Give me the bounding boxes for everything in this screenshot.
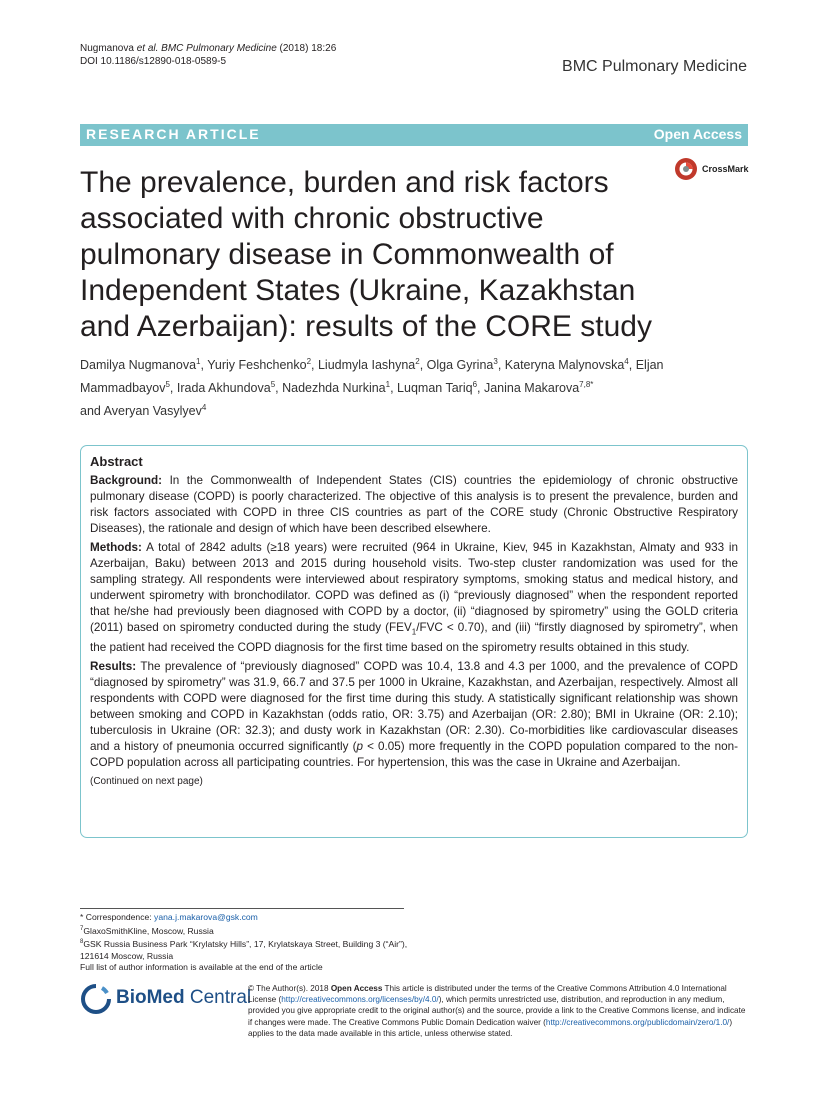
doi[interactable]: DOI 10.1186/s12890-018-0589-5 — [80, 56, 227, 67]
abstract-background: Background: In the Commonwealth of Independent States (CIS) countries the epidemiology of chronic obstructive pulmonary disease (COPD) is poorly characterized. The objective of this analysis is to present the prevalence, burden and risk factors associated with COPD in three CIS countries as part of the CORE study (Chronic Obstructive Respiratory Diseases), the rationale and design of which have been described elsewhere. — [90, 474, 739, 535]
public-domain-link[interactable]: http://creativecommons.org/publicdomain/zero/1.0/ — [545, 1017, 730, 1027]
affiliation-7: $^7$GlaxoSmithKline, Moscow, Russia — [80, 925, 214, 936]
license-link[interactable]: http://creativecommons.org/licenses/by/4.0/ — [281, 995, 439, 1005]
crossmark-icon — [674, 157, 698, 181]
crossmark-label: CrossMark — [702, 164, 749, 174]
citation-line: Nugmanova et al. BMC Pulmonary Medicine (2018) 18:26 — [80, 43, 337, 54]
license-text: © The Author(s). 2018 Open Access This article is distributed under the terms of the Creative Commons Attribution 4.0 International License (http://creativecommons.org/licenses/by/4.0/), which permits unrestricted use, distribution, and reproduction in any medium, provided you give appropriate credit to the original author(s) and the source, provide a link to the Creative Commons license, and indicate if changes were made. The Creative Commons Public Domain Dedication waiver (http://creativecommons.org/publicdomain/zero/1.0/) applies to the data made available in this article, unless otherwise stated. — [248, 984, 746, 1038]
author: Yuriy Feshchenko$^2$ — [207, 357, 312, 373]
author: Kateryna Malynovska$^4$ — [504, 357, 629, 373]
author: Nadezhda Nurkina$^1$ — [282, 380, 391, 396]
journal-name: BMC Pulmonary Medicine — [562, 58, 747, 75]
correspondence-email[interactable]: yana.j.makarova@gsk.com — [154, 912, 258, 922]
biomed-central-logo: BioMed Central — [80, 983, 240, 1019]
abstract-box — [80, 445, 748, 838]
article-type-banner — [80, 124, 748, 146]
affiliation-8: $^8$GSK Russia Business Park “Krylatsky Hills”, 17, Krylatskaya Street, Building 3 (“Air”), 121614 Moscow, Russia — [80, 938, 408, 961]
article-title: The prevalence, burden and risk factors associated with chronic obstructive pulmonary disease in Commonwealth of Independent States (Ukraine, Kazakhstan and Azerbaijan): results of the CORE study — [80, 166, 652, 343]
footnotes — [80, 912, 410, 974]
author-info-note: Full list of author information is available at the end of the article — [80, 962, 323, 973]
author: Janina Makarova$^{7,8*}$ — [483, 380, 594, 396]
continued-note: (Continued on next page) — [90, 776, 203, 788]
biomed-central-icon — [80, 983, 112, 1015]
crossmark-badge[interactable] — [674, 157, 754, 187]
author: Irada Akhundova$^5$ — [176, 380, 276, 396]
article-type: RESEARCH ARTICLE — [86, 126, 261, 142]
author: Averyan Vasylyev$^4$ — [103, 403, 207, 419]
citation-block — [80, 42, 336, 68]
abstract-heading: Abstract — [90, 454, 143, 469]
correspondence: * Correspondence: yana.j.makarova@gsk.com — [80, 912, 258, 922]
abstract-results: Results: The prevalence of “previously diagnosed” COPD was 10.4, 13.8 and 4.3 per 1000, and the prevalence of COPD “diagnosed by spirometry” was 31.9, 66.7 and 37.5 per 1000 in Ukraine, Kazakhstan, and Azerbaijan, respectively. Almost all respondents with COPD were diagnosed for the first time during this study. A statistically significant relationship was shown between smoking and COPD in Kazakhstan (odds ratio, OR: 3.75) and Azerbaijan (OR: 2.80); BMI in Ukraine (OR: 2.10); tuberculosis in Ukraine (OR: 32.3); and dusty work in Kazakhstan (OR: 2.30). Co-morbidities like cardiovascular diseases and a history of pneumonia occurred significantly (p < 0.05) more frequently in the COPD population compared to the non-COPD population across all participating countries. For hypertension, this was the case in Ukraine and Azerbaijan. — [90, 660, 738, 770]
author: Liudmyla Iashyna$^2$ — [317, 357, 420, 373]
open-access-label: Open Access — [653, 126, 742, 142]
author: Damilya Nugmanova$^1$ — [80, 357, 201, 373]
footnote-divider — [80, 908, 404, 909]
author-list: Damilya Nugmanova$^1$, Yuriy Feshchenko$^2$, Liudmyla Iashyna$^2$, Olga Gyrina$^3$, Kateryna Malynovska$^4$, Eljan Mammadbayov$^5$, Irada Akhundova$^5$, Nadezhda Nurkina$^1$, Luqman Tariq$^6$, Janina Makarova$^{7,8*}$ and Averyan Vasylyev$^4$ — [80, 357, 664, 419]
abstract-methods: Methods: A total of 2842 adults (≥18 years) were recruited (964 in Ukraine, Kiev, 945 in Kazakhstan, Almaty and 933 in Azerbaijan, Baku) between 2013 and 2015 during household visits. Two-step cluster randomization was used for the sampling strategy. All respondents were interviewed about respiratory symptoms, smoking status and medical history, and underwent spirometry with bronchodilator. COPD was defined as (i) “previously diagnosed” when the respondent reported that he/she had previously been diagnosed with COPD by a doctor, (ii) “diagnosed by spirometry” using the GOLD criteria (2011) based on spirometry conducted during the study ($FEV_1$/FVC < 0.70), and (iii) “firstly diagnosed by spirometry”, when the patient had received the COPD diagnosis for the first time based on the spirometry results obtained in this study. — [90, 541, 738, 655]
author: Olga Gyrina$^3$ — [426, 357, 498, 373]
author: Eljan Mammadbayov$^5$ — [80, 358, 664, 396]
author: Luqman Tariq$^6$ — [397, 380, 478, 396]
